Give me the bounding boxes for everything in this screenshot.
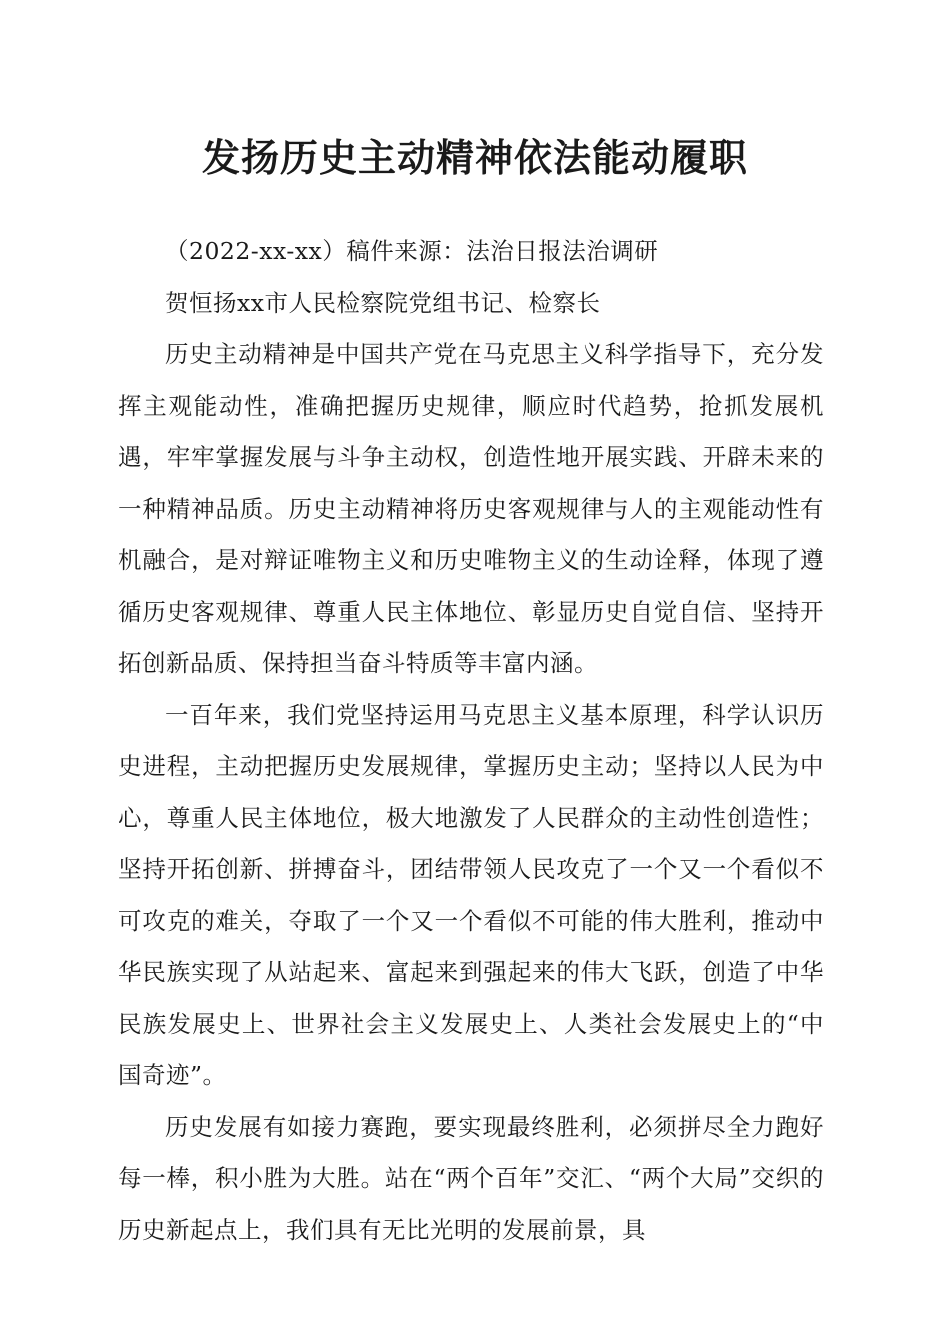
author-line: 贺恒扬xx市人民检察院党组书记、检察长 — [165, 288, 601, 317]
document-body — [118, 226, 824, 1256]
document-title: 发扬历史主动精神依法能动履职 — [201, 135, 748, 180]
body-paragraph: 一百年来，我们党坚持运用马克思主义基本原理，科学认识历史进程，主动把握历史发展规律，掌握历史主动；坚持以人民为中心，尊重人民主体地位，极大地激发了人民群众的主动性创造性；坚持开拓创新、拼搏奋斗，团结带领人民攻克了一个又一个看似不可攻克的难关，夺取了一个又一个看似不可能的伟大胜利，推动中华民族实现了从站起来、富起来到强起来的伟大飞跃，创造了中华民族发展史上、世界社会主义发展史上、人类社会发展史上的“中国奇迹”。 — [118, 700, 824, 1089]
body-paragraph: 历史发展有如接力赛跑，要实现最终胜利，必须拼尽全力跑好每一棒，积小胜为大胜。站在“两个百年”交汇、“两个大局”交织的历史新起点上，我们具有无比光明的发展前景，具 — [118, 1112, 824, 1244]
source-line: （2022-xx-xx）稿件来源：法治日报法治调研 — [165, 237, 659, 265]
body-paragraph: 历史主动精神是中国共产党在马克思主义科学指导下，充分发挥主观能动性，准确把握历史规律，顺应时代趋势，抢抓发展机遇，牢牢掌握发展与斗争主动权，创造性地开展实践、开辟未来的一种精神品质。历史主动精神将历史客观规律与人的主观能动性有机融合，是对辩证唯物主义和历史唯物主义的生动诠释，体现了遵循历史客观规律、尊重人民主体地位、彰显历史自觉自信、坚持开拓创新品质、保持担当奋斗特质等丰富内涵。 — [118, 340, 824, 677]
